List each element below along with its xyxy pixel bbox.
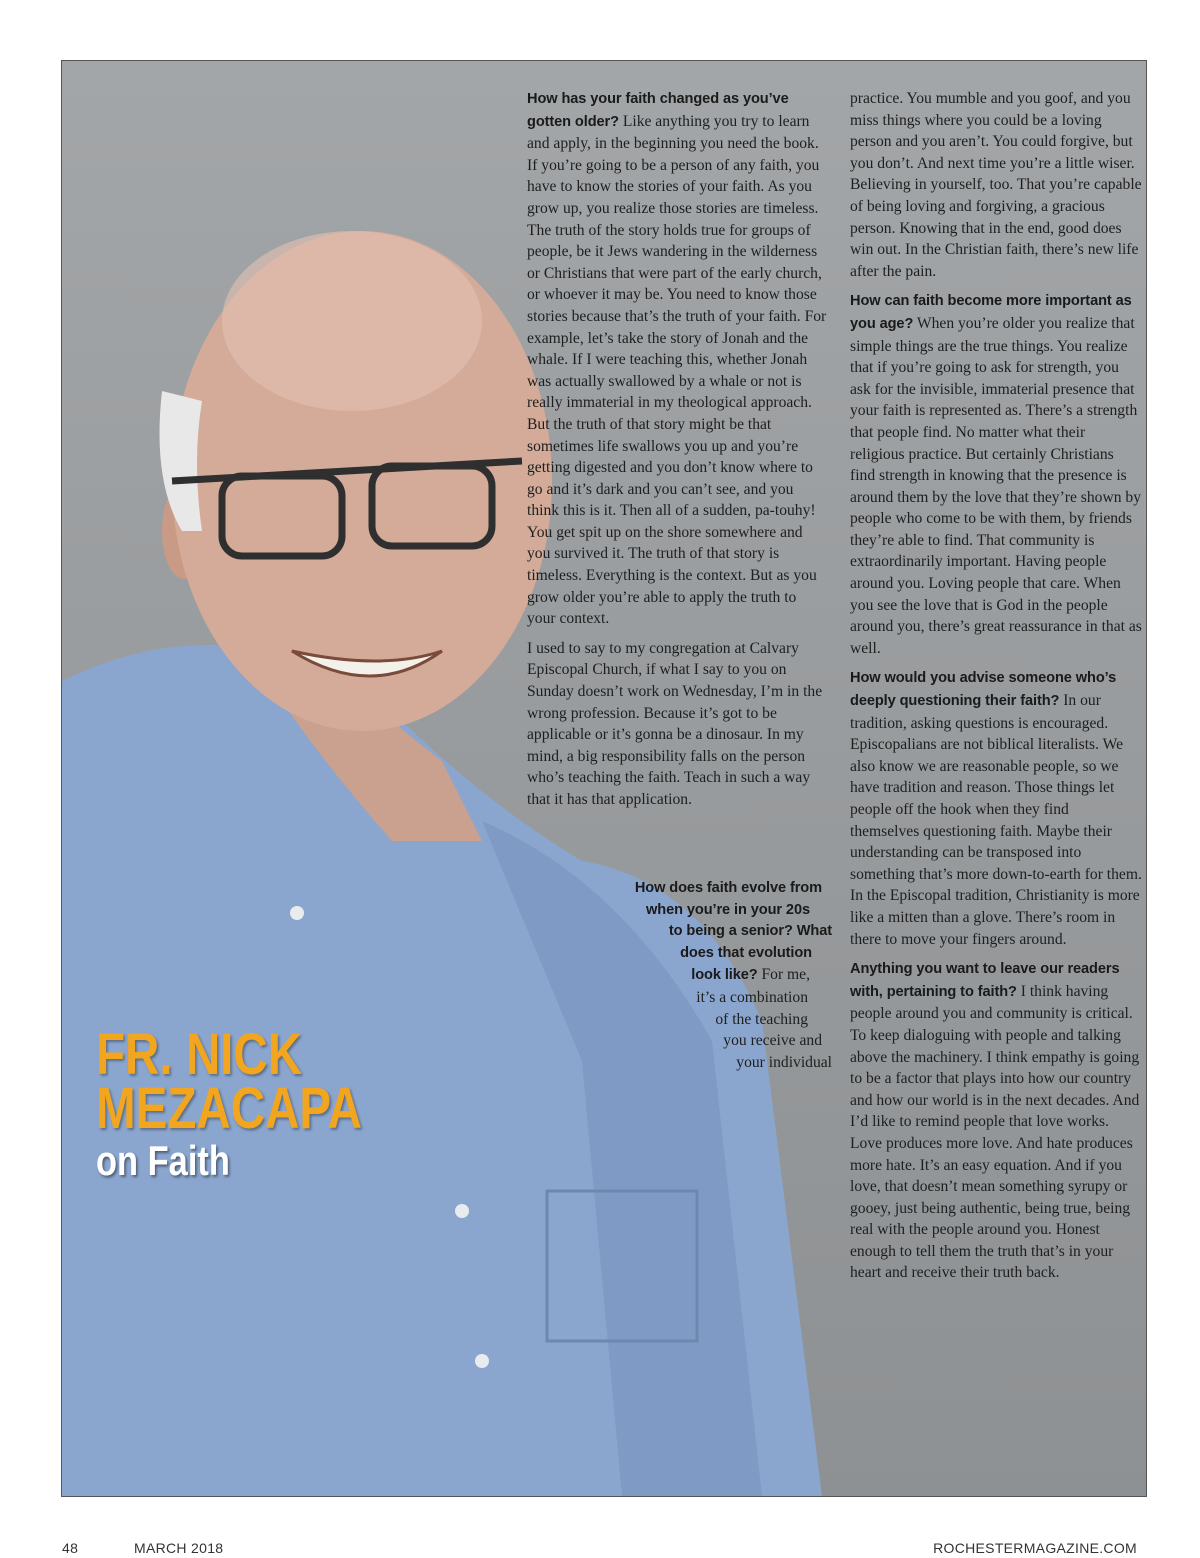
answer-line: you receive and: [723, 1032, 822, 1050]
question-line: to being a senior? What: [668, 923, 832, 940]
question-heading: How can faith become more important as you age?: [850, 293, 1132, 332]
question-line: when you’re in your 20s: [646, 901, 810, 918]
answer-line: of the teaching: [715, 1010, 808, 1028]
head-highlight: [222, 231, 482, 411]
question-line: How does faith evolve from: [634, 880, 822, 896]
shirt-button: [290, 906, 304, 920]
issue-date: MARCH 2018: [134, 1540, 224, 1556]
page-number: 48: [62, 1540, 79, 1556]
answer-line: your individual: [736, 1053, 832, 1071]
answer-text: For me,: [757, 966, 810, 984]
question-line: does that evolution: [680, 944, 812, 961]
question-heading: How has your faith changed as you’ve gotten older?: [527, 91, 789, 130]
staggered-text-block: [522, 878, 832, 1073]
column-right: [850, 88, 1142, 1292]
answer-paragraph: [527, 88, 827, 630]
website-url: ROCHESTERMAGAZINE.COM: [933, 1540, 1137, 1556]
answer-text: Like anything you try to learn and apply, in the beginning you need the book. If you’re going to be a person of any faith, you have to know the stories of your faith. As you grow up, you realize those stories are timeless. The truth of the story holds true for groups of people, be it Jews wandering in the wilderness or Christians that were part of the early church, or whoever it may be. You need to know those stories because that’s the truth of your faith. For example, let’s take the story of Jonah and the whale. If I were teaching this, whether Jonah was actually swallowed by a whale or not is really immaterial in my theological approach. But the truth of that story might be that sometimes life swallows you up and you’re getting digested and you don’t know where to go and it’s dark and you can’t see, and you think this is it. Then all of a sudden, pa-touhy! You get spit up on the shore somewhere and you survived it. The truth of that story is timeless. Everything is the context. But as you grow older you’re able to apply the truth to your context.: [527, 112, 827, 628]
column-left: [527, 88, 827, 819]
answer-text: When you’re older you realize that simple things are the true things. You realize that if you’re going to ask for strength, you ask for the invisible, immaterial presence that your faith is represented as. There’s a strength that people find. No matter what their religious practice. But certainly Christians find strength in knowing that the presence is around them by the love that they’re shown by people who come to be with them, by friends they’re able to find. That community is extraordinarily important. Having people around you. Loving people that care. When you see the love that is God in the people around you, there’s great reassurance in that as well.: [850, 314, 1142, 657]
question-heading: How would you advise someone who’s deeply questioning their faith?: [850, 670, 1117, 710]
paragraph: practice. You mumble and you goof, and you miss things where you could be a loving person and you aren’t. You could forgive, but you don’t. And next time you’re a little wiser. Believing in yourself, too. That you’re capable of being loving and forgiving, a gracious person. Knowing that in the end, good does win out. In the Christian faith, there’s new life after the pain.: [850, 90, 1142, 280]
title-line: FR. NICK: [96, 1022, 303, 1087]
shirt-button: [455, 1204, 469, 1218]
answer-paragraph: [850, 958, 1142, 1284]
answer-text: In our tradition, asking questions is encouraged. Episcopalians are not biblical literalists. We also know we are reasonable people, so we have tradition and reason. Those things let people off the hook when they find themselves questioning faith. Maybe their understanding can be transposed into something that’s more down-to-earth for them. In the Episcopal tradition, Christianity is more like a mitten than a glove. There’s room in there to move your fingers around.: [850, 692, 1142, 948]
question-line-with-answer: [522, 964, 810, 987]
title-line: MEZACAPA: [96, 1076, 362, 1141]
paragraph: I used to say to my congregation at Calvary Episcopal Church, if what I say to you on Sunday doesn’t work on Wednesday, I’m in the wrong profession. Because it’s got to be applicable or it’s gonna be a dinosaur. In my mind, a big responsibility falls on the person who’s teaching the faith. Teach in such a way that it has that application.: [527, 639, 823, 808]
answer-paragraph: [850, 667, 1142, 950]
article-title: [96, 1022, 362, 1186]
question-line: look like?: [691, 967, 758, 984]
title-subtitle: on Faith: [96, 1137, 230, 1184]
answer-text: I think having people around you and community is critical. To keep dialoguing with people and talking above the machinery. I think empathy is going to be a factor that plays into how our country and how our world is in the next decades. And I’d like to remind people that love works. Love produces more love. And hate produces more hate. It’s an easy equation. And if you love, that doesn’t mean something syrupy or gooey, just being authentic, being true, being real with the people around you. Honest enough to tell them the truth that’s in your heart and receive their truth back.: [850, 982, 1140, 1282]
answer-line: it’s a combination: [696, 988, 808, 1006]
question-heading: Anything you want to leave our readers with, pertaining to faith?: [850, 961, 1120, 1000]
shirt-button: [475, 1354, 489, 1368]
answer-paragraph: [850, 290, 1142, 659]
